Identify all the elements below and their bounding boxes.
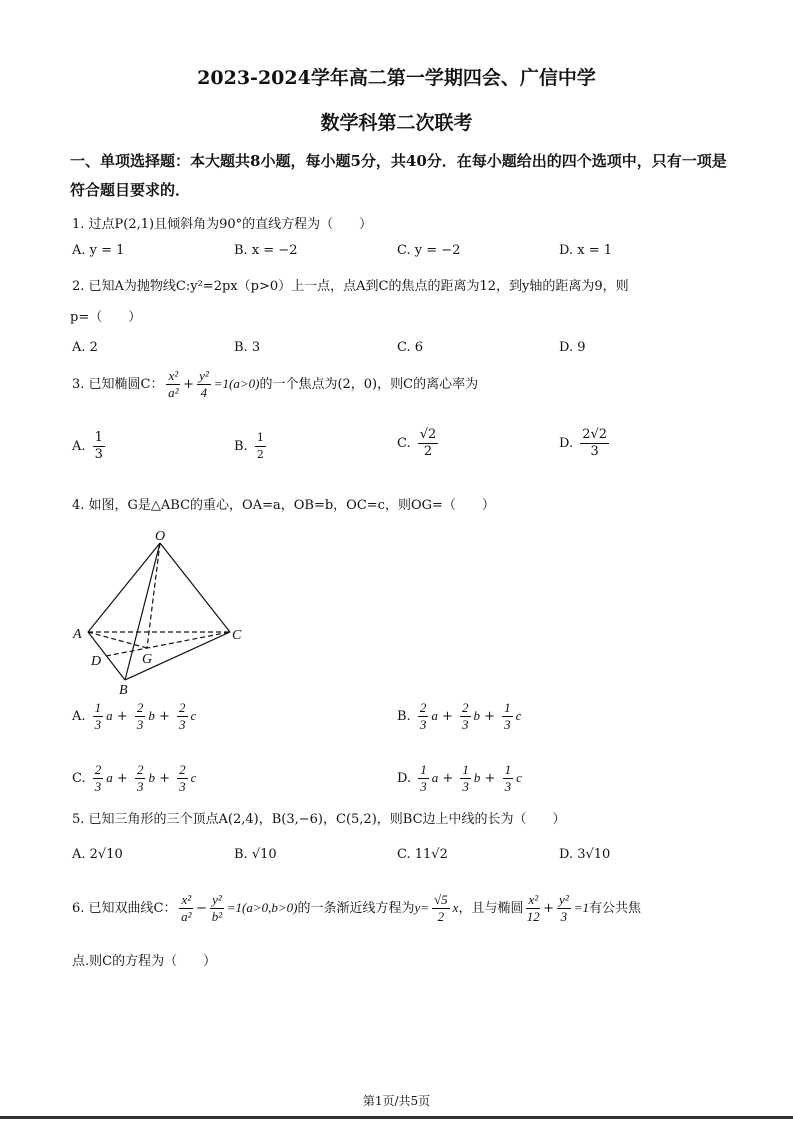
label-a: A bbox=[73, 627, 82, 642]
q3-option-d: D. $\frac{2√2}{3}$ bbox=[559, 427, 608, 459]
segment-ag bbox=[88, 632, 147, 648]
page-footer: 第1页/共5页 bbox=[362, 1094, 431, 1108]
section-heading: 一、单项选择题：本大题共8小题，每小题5分，共40分．在每小题给出的四个选项中，只有一项是符合题目要求的． bbox=[70, 152, 727, 199]
q5-option-a: A. 2√10 bbox=[72, 847, 123, 862]
bottom-divider bbox=[0, 1116, 793, 1119]
q5-stem: 5. 已知三角形的三个顶点A(2,4)，B(3,−6)，C(5,2)，则BC边上中线的长为（ ） bbox=[72, 812, 566, 827]
q6-frac-x: $\frac{\text{x²}}{\text{a²}}$ bbox=[181, 892, 192, 924]
exam-title-line2: 数学科第二次联考 bbox=[320, 112, 473, 134]
q2-stem: 2. 已知A为抛物线C:y²=2px（p>0）上一点，点A到C的焦点的距离为12，到y轴的距离为9，则 bbox=[72, 279, 629, 294]
q6-stem-mid: 的一条渐近线方程为 bbox=[297, 901, 415, 916]
q2-option-a: A. 2 bbox=[72, 340, 98, 355]
q1-option-c: C. y = −2 bbox=[397, 243, 461, 258]
q6-frac-ellipse-x: $\frac{\text{x²}}{12}$ bbox=[526, 892, 540, 924]
q3-stem-post: 的一个焦点为(2，0)，则C的离心率为 bbox=[259, 377, 479, 392]
q5-option-d: D. 3√10 bbox=[559, 847, 611, 862]
q6-frac-ellipse-y: $\frac{\text{y²}}{3}$ bbox=[559, 892, 569, 924]
q4-option-b: B. $\frac{2}{3}$ a + $\frac{2}{3}$ b + $\frac{1}{3}$ c bbox=[397, 700, 522, 732]
q2-option-b: B. 3 bbox=[234, 340, 261, 355]
median-cd bbox=[106, 632, 230, 656]
label-c: C bbox=[232, 628, 242, 643]
q6-stem-end: 有公共焦 bbox=[589, 901, 642, 916]
q6-stem-pre: 6. 已知双曲线C： bbox=[72, 901, 177, 916]
q5-option-c: C. 11√2 bbox=[397, 847, 448, 862]
edge-oc bbox=[160, 543, 230, 632]
q4-stem: 4. 如图，G是△ABC的重心，OA=a，OB=b，OC=c，则OG=（ ） bbox=[72, 498, 495, 513]
q1-option-b: B. x = −2 bbox=[234, 243, 298, 258]
q3-option-b: B. $\frac{1}{2}$ bbox=[234, 431, 264, 461]
q6-frac-slope: $\frac{√5}{2}$ bbox=[434, 892, 448, 924]
q2-option-d: D. 9 bbox=[559, 340, 586, 355]
q6-stem-post: ，且与椭圆 bbox=[458, 901, 524, 916]
exam-title-line1: 2023-2024学年高二第一学期四会、广信中学 bbox=[197, 67, 596, 89]
edge-bc bbox=[125, 632, 230, 680]
q2-option-c: C. 6 bbox=[397, 340, 424, 355]
q1-option-d: D. x = 1 bbox=[559, 243, 612, 258]
q4-option-c: C. $\frac{2}{3}$ a + $\frac{2}{3}$ b + $\frac{2}{3}$ c bbox=[72, 762, 197, 794]
label-d: D bbox=[91, 654, 102, 669]
label-g: G bbox=[142, 652, 153, 667]
q2-stem-cont: p=（ ） bbox=[70, 310, 142, 325]
label-o: O bbox=[155, 529, 166, 544]
q1-option-a: A. y = 1 bbox=[72, 243, 125, 258]
q1-stem: 1. 过点P(2,1)且倾斜角为90°的直线方程为（ ） bbox=[72, 217, 373, 232]
q5-option-b: B. √10 bbox=[234, 847, 277, 862]
q6-frac-y: $\frac{\text{y²}}{\text{b²}}$ bbox=[211, 892, 223, 924]
q3-option-a: A. $\frac{1}{3}$ bbox=[72, 430, 103, 462]
q6-stem: 6. 已知双曲线C： $\frac{\text{x²}}{\text{a²}}$ − $\frac{\text{y²}}{\text{b²}}$ =1(a>0,b>0)的一条渐近线方程为y= $\frac{√5}{2}$ x，且与椭圆 $\frac{\text{x²}}{12}$ + $\frac{\text{y²}}{3}$ =1有公共焦 bbox=[72, 892, 642, 924]
label-b: B bbox=[119, 683, 128, 698]
q3-stem-pre: 3. 已知椭圆C： bbox=[72, 377, 164, 392]
q4-option-d: D. $\frac{1}{3}$ a + $\frac{1}{3}$ b + $\frac{1}{3}$ c bbox=[397, 762, 522, 794]
q6-stem-cont: 点.则C的方程为（ ） bbox=[72, 954, 217, 969]
q4-option-a: A. $\frac{1}{3}$ a + $\frac{2}{3}$ b + $\frac{2}{3}$ c bbox=[72, 700, 197, 732]
tetrahedron-diagram bbox=[70, 528, 260, 698]
q3-option-c: C. $\frac{√2}{2}$ bbox=[397, 427, 437, 459]
q3-frac-y: $\frac{\text{y²}}{4}$ bbox=[199, 368, 209, 400]
q3-stem: 3. 已知椭圆C： $\frac{\text{x²}}{\text{a²}}$ + $\frac{\text{y²}}{4}$ =1(a>0)的一个焦点为(2，0)，则C的离心率为 bbox=[72, 368, 479, 400]
q3-frac-x: $\frac{\text{x²}}{\text{a²}}$ bbox=[168, 368, 179, 400]
